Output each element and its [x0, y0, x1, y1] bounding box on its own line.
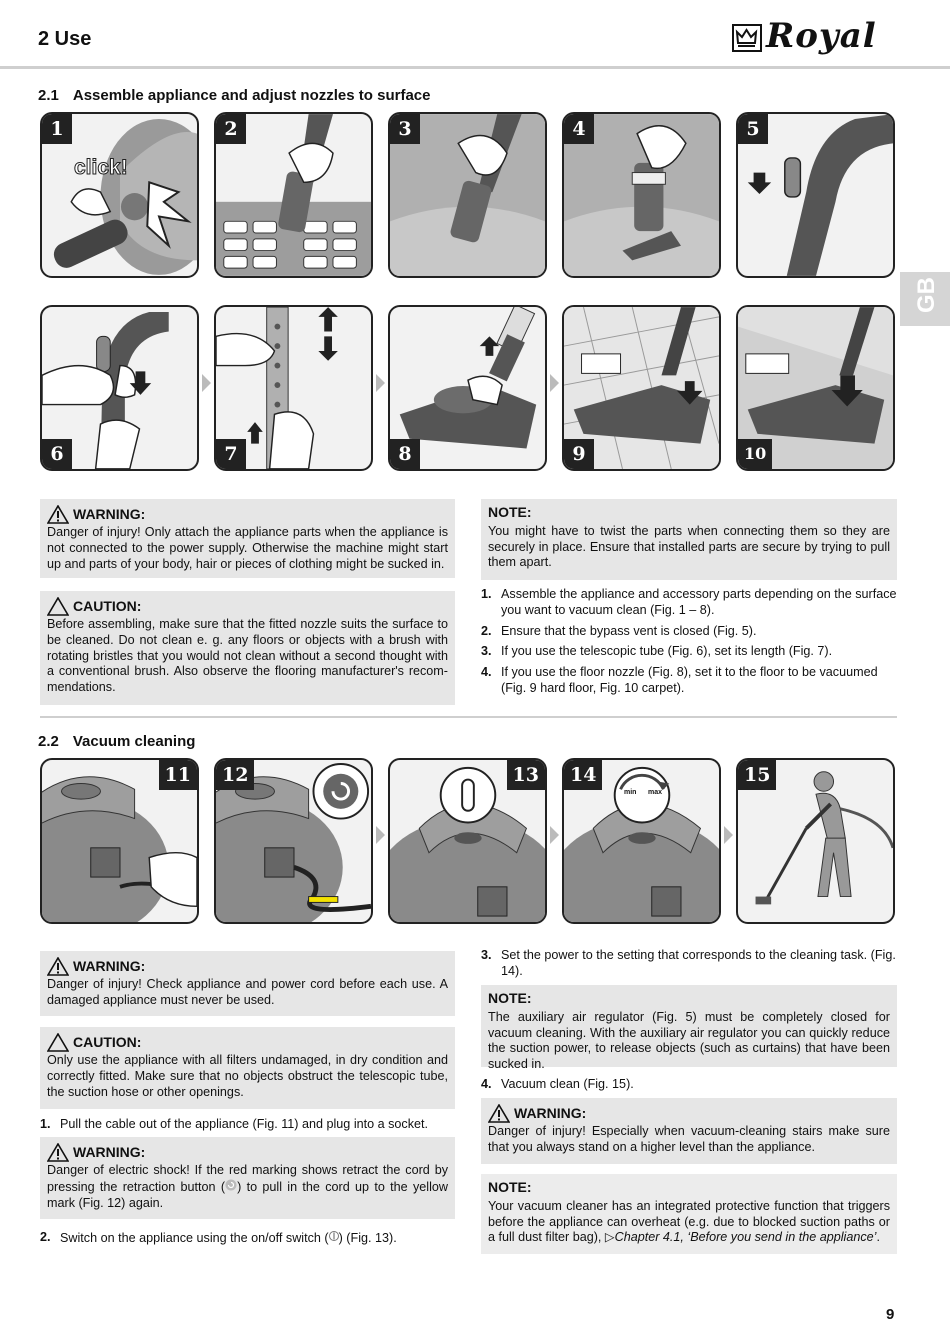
warning-box — [40, 499, 455, 578]
note-heading: NOTE: — [488, 1179, 532, 1195]
warning-heading: WARNING: — [514, 1104, 587, 1121]
list-item: 4. If you use the floor nozzle (Fig. 8), set it to the floor to be vacuumed (Fig. 9 hard floor, Fig. 10 carpet). — [481, 665, 878, 695]
caution-box — [40, 1027, 455, 1109]
note-text: The auxiliary air regulator (Fig. 5) must be completely closed for vacuum cleaning. With the auxiliary air regulator you can quickly reduce the suction power, to release objects (such as curtains) that have been sucked in. — [488, 1009, 890, 1072]
section-heading-2-1: 2.1 Assemble appliance and adjust nozzles to surface — [38, 87, 431, 104]
figure-14 — [562, 758, 721, 924]
warning-icon — [47, 957, 69, 976]
list-item: 1. Assemble the appliance and accessory parts depending on the surface you want to vacuum clean (Fig. 1 – 8). — [481, 587, 897, 617]
figure-number: 3 — [390, 114, 420, 144]
logo-wordmark: Royal — [766, 16, 877, 56]
note-heading: NOTE: — [488, 990, 532, 1006]
figure-3 — [388, 112, 547, 278]
figure-15 — [736, 758, 895, 924]
caution-text: Only use the appliance with all filters undamaged, in dry condition and correctly fitted. Make sure that no objects obstruct the telescopic tube, the suction hose or other openings. — [47, 1053, 448, 1099]
figure-number: 11 — [159, 760, 197, 790]
note-box — [481, 1174, 897, 1254]
figure-number: 8 — [390, 439, 420, 469]
figure-number: 7 — [216, 439, 246, 469]
warning-heading: WARNING: — [73, 957, 146, 974]
figure-5 — [736, 112, 895, 278]
triangle-arrow-icon: ▷ — [604, 1230, 615, 1245]
warning-text: Danger of electric shock! If the red marking shows retract the cord by pressing the retraction button ( ) to pull in the cord up to the yellow mark (Fig. 12) again. — [47, 1163, 448, 1210]
caution-icon — [47, 1033, 69, 1052]
figure-10 — [736, 305, 895, 471]
note-heading: NOTE: — [488, 504, 532, 520]
arrow-icon — [724, 826, 733, 844]
section-divider — [40, 716, 897, 718]
caution-icon — [47, 597, 69, 616]
warning-text: Danger of injury! Check appliance and power cord before each use. A damaged appliance must never be used. — [47, 977, 448, 1007]
figure-6 — [40, 305, 199, 471]
figure-2 — [214, 112, 373, 278]
royal-logo — [732, 16, 897, 58]
note-text: Your vacuum cleaner has an integrated protective function that triggers before the appliance can overheat (e.g. due to blocked suction paths or a full dust filter bag), ▷Chapter 4.1, ‘Before you send in the appliance’. — [488, 1198, 890, 1245]
figure-number: 12 — [216, 760, 254, 790]
header-rule — [0, 66, 950, 69]
figure-1 — [40, 112, 199, 278]
figure-number: 10 — [738, 439, 772, 469]
figure-number: 6 — [42, 439, 72, 469]
figure-number: 15 — [738, 760, 776, 790]
figure-number: 4 — [564, 114, 594, 144]
figure-12 — [214, 758, 373, 924]
arrow-icon — [550, 826, 559, 844]
figure-9 — [562, 305, 721, 471]
note-box — [481, 985, 897, 1072]
arrow-icon — [202, 374, 211, 392]
figure-number: 2 — [216, 114, 246, 144]
warning-heading: WARNING: — [73, 505, 146, 522]
warning-box — [40, 1137, 455, 1219]
arrow-icon — [376, 826, 385, 844]
figure-8 — [388, 305, 547, 471]
warning-icon — [47, 1143, 69, 1162]
language-tab: GB — [900, 272, 950, 326]
figure-4 — [562, 112, 721, 278]
figure-7 — [214, 305, 373, 471]
figure-number: 1 — [42, 114, 72, 144]
arrow-icon — [376, 374, 385, 392]
figure-number: 5 — [738, 114, 768, 144]
caution-heading: CAUTION: — [73, 597, 142, 614]
warning-text: Danger of injury! Especially when vacuum-cleaning stairs make sure that you always stand on a higher level than the appliance. — [488, 1124, 890, 1154]
warning-box — [40, 951, 455, 1016]
chapter-link[interactable]: ▷Chapter 4.1, ‘Before you send in the appliance’ — [604, 1230, 877, 1245]
note-box — [481, 499, 897, 580]
warning-icon — [47, 505, 69, 524]
click-label: click! — [74, 156, 128, 179]
warning-icon — [488, 1104, 510, 1123]
retraction-button-icon — [225, 1179, 237, 1191]
dial-max-label: max — [648, 789, 663, 796]
page-number: 9 — [886, 1306, 895, 1323]
figure-number: 14 — [564, 760, 602, 790]
assembly-steps — [481, 587, 897, 702]
figure-number: 13 — [507, 760, 545, 790]
caution-text: Before assembling, make sure that the fitted nozzle suits the surface to be cleaned. Do not clean e. g. any floors or objects with a brush with rotating bristles that you would not clean without a second thought with a conventional brush. Also observe the flooring manufacturer's recom-mendations. — [47, 617, 448, 695]
figure-13 — [388, 758, 547, 924]
list-item: 1. Pull the cable out of the appliance (Fig. 11) and plug into a socket. — [40, 1117, 429, 1131]
list-item: 4. Vacuum clean (Fig. 15). — [481, 1077, 634, 1091]
dial-min-label: min — [624, 789, 637, 796]
list-item: 3. If you use the telescopic tube (Fig. 6), set its length (Fig. 7). — [481, 644, 833, 659]
chapter-title: 2 Use — [38, 28, 92, 50]
warning-box — [481, 1098, 897, 1164]
arrow-icon — [550, 374, 559, 392]
list-item: 2. Ensure that the bypass vent is closed (Fig. 5). — [481, 623, 757, 638]
warning-heading: WARNING: — [73, 1143, 146, 1160]
crown-icon — [732, 24, 762, 52]
list-item: 3. Set the power to the setting that corresponds to the cleaning task. (Fig. 14). — [481, 948, 896, 978]
figure-number: 9 — [564, 439, 594, 469]
section-heading-2-2: 2.2 Vacuum cleaning — [38, 733, 196, 750]
note-text: You might have to twist the parts when connecting them so they are securely in place. Ensure that installed parts are secure by trying to pull them apart. — [488, 523, 890, 570]
list-item: 2. Switch on the appliance using the on/off switch ( ) (Fig. 13). — [40, 1230, 397, 1245]
warning-text: Danger of injury! Only attach the appliance parts when the appliance is not connected to the power supply. Otherwise the machine might start up and parts of your body, hair or pieces of clothing might be sucked in. — [47, 525, 448, 571]
figure-11 — [40, 758, 199, 924]
caution-box — [40, 591, 455, 705]
caution-heading: CAUTION: — [73, 1033, 142, 1050]
on-off-switch-icon — [329, 1230, 339, 1242]
